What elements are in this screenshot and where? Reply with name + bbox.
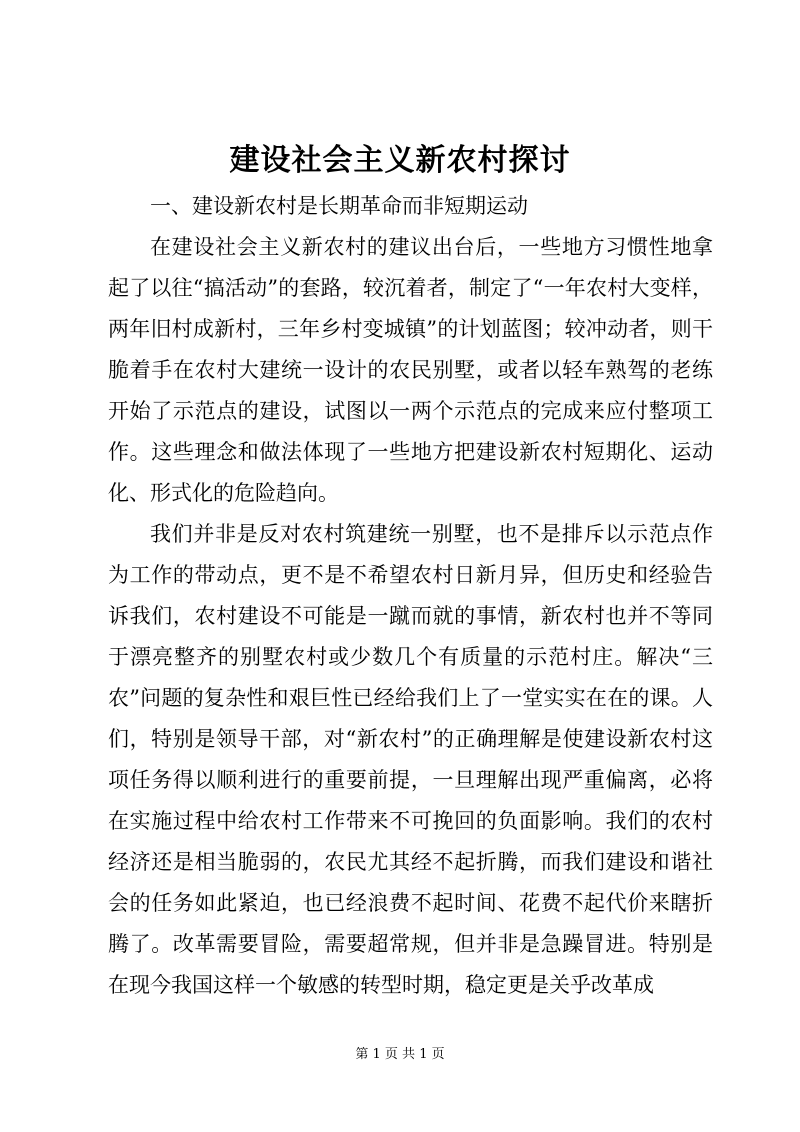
page-footer: 第 1 页 共 1 页 <box>355 1047 445 1062</box>
paragraph-2: 我们并非是反对农村筑建统一别墅，也不是排斥以示范点作为工作的带动点，更不是不希望农村日新月异，但历史和经验告诉我们，农村建设不可能是一蹴而就的事情，新农村也并不等同于漂亮整齐的别墅农村或少数几个有质量的示范村庄。解决“三农”问题的复杂性和艰巨性已经给我们上了一堂实实在在的课。人们，特别是领导干部，对“新农村”的正确理解是使建设新农村这项任务得以顺利进行的重要前提，一旦理解出现严重偏离，必将在实施过程中给农村工作带来不可挽回的负面影响。我们的农村经济还是相当脆弱的，农民尤其经不起折腾，而我们建设和谐社会的任务如此紧迫，也已经浪费不起时间、花费不起代价来瞎折腾了。改革需要冒险，需要超常规，但并非是急躁冒进。特别是在现今我国这样一个敏感的转型时期，稳定更是关乎改革成 <box>108 522 713 997</box>
document-title: 建设社会主义新农村探讨 <box>229 143 571 178</box>
section-heading: 一、建设新农村是长期革命而非短期运动 <box>150 194 528 218</box>
document-body <box>108 186 713 1006</box>
paragraph-1: 在建设社会主义新农村的建议出台后，一些地方习惯性地拿起了以往“搞活动”的套路，较沉着者，制定了“一年农村大变样，两年旧村成新村，三年乡村变城镇”的计划蓝图；较冲动者，则干脆着手在农村大建统一设计的农民别墅，或者以轻车熟驾的老练开始了示范点的建设，试图以一两个示范点的完成来应付整项工作。这些理念和做法体现了一些地方把建设新农村短期化、运动化、形式化的危险趋向。 <box>108 235 713 505</box>
